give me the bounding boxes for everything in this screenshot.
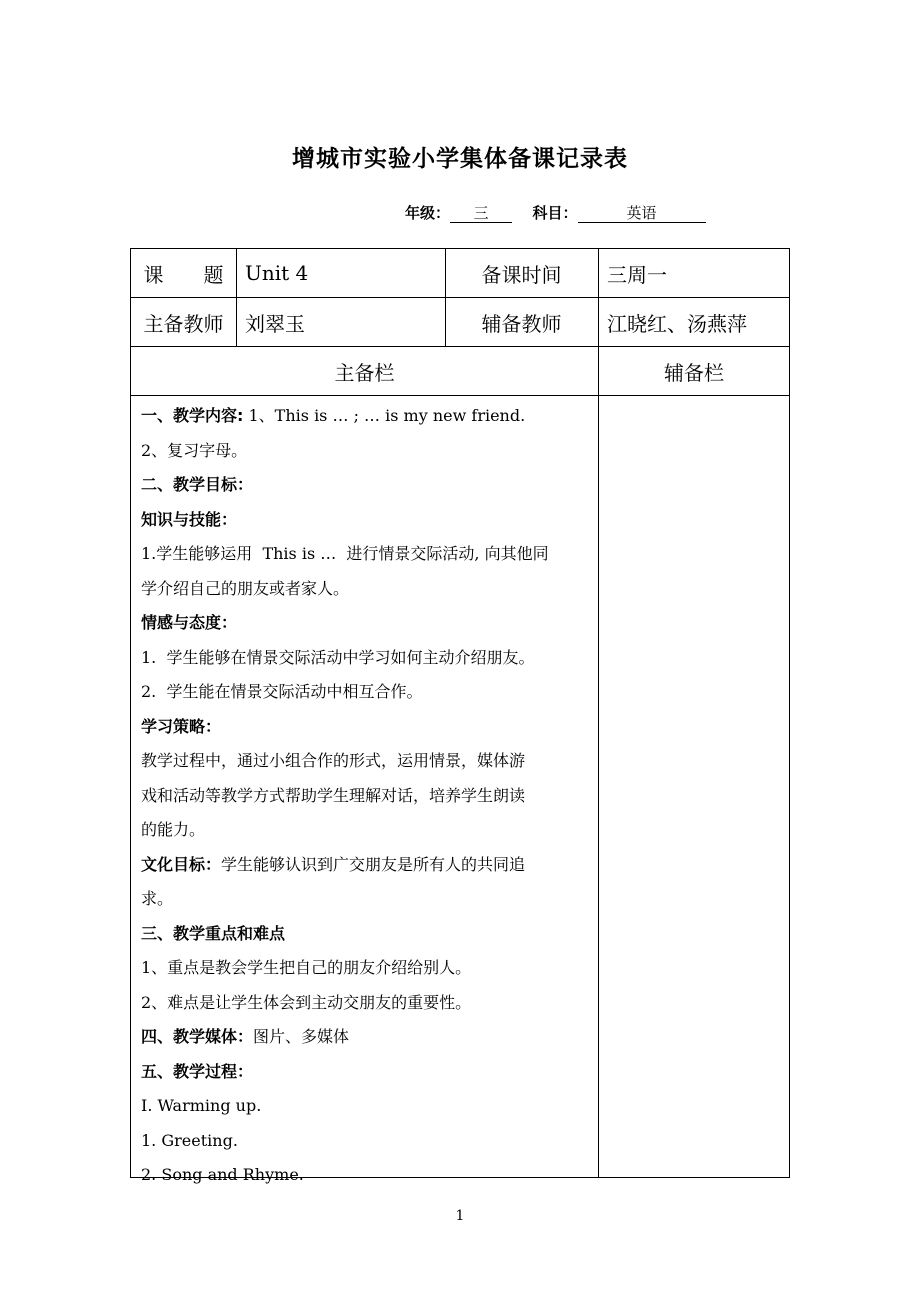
content-line bbox=[141, 572, 596, 607]
main-teacher-value: 刘翠玉 bbox=[245, 311, 305, 336]
content-text: 1. Greeting. bbox=[141, 1130, 238, 1150]
content-line bbox=[141, 813, 596, 848]
assist-teacher-label: 辅备教师 bbox=[481, 311, 562, 336]
content-line bbox=[141, 1020, 596, 1055]
lesson-plan-content bbox=[141, 399, 596, 1193]
content-line bbox=[141, 606, 596, 641]
content-line bbox=[141, 468, 596, 503]
content-text: 1.学生能够运用 This is … 进行情景交际活动, 向其他同 bbox=[141, 544, 549, 563]
subject-label: 科目： bbox=[532, 204, 578, 222]
assist-teacher-value: 江晓红、汤燕萍 bbox=[607, 311, 747, 336]
content-text: 1、This is … ; … is my new friend. bbox=[243, 406, 526, 425]
content-line bbox=[141, 1124, 596, 1159]
content-text: 2. Song and Rhyme. bbox=[141, 1165, 304, 1184]
content-text: 学介绍自己的朋友或者家人。 bbox=[141, 578, 350, 598]
content-line bbox=[141, 882, 596, 917]
content-text: 2、复习字母。 bbox=[141, 440, 248, 460]
prep-time-label: 备课时间 bbox=[481, 262, 562, 287]
content-heading: 一、教学内容: bbox=[141, 406, 244, 425]
content-text: I. Warming up. bbox=[141, 1096, 262, 1115]
col-divider bbox=[236, 249, 237, 346]
content-line bbox=[141, 434, 596, 469]
content-heading: 二、教学目标： bbox=[141, 475, 254, 494]
content-line bbox=[141, 986, 596, 1021]
grade-value: 三 bbox=[450, 204, 512, 223]
prep-time-value: 三周一 bbox=[607, 262, 667, 287]
content-line bbox=[141, 917, 596, 952]
content-line bbox=[141, 744, 596, 779]
content-text: 的能力。 bbox=[141, 820, 206, 839]
content-text: 学生能够认识到广交朋友是所有人的共同追 bbox=[221, 854, 526, 874]
content-line bbox=[141, 1158, 596, 1193]
content-line bbox=[141, 951, 596, 986]
content-text: 图片、多媒体 bbox=[253, 1027, 350, 1046]
page-number: 1 bbox=[455, 1208, 465, 1224]
content-heading: 学习策略： bbox=[141, 716, 222, 736]
content-line bbox=[141, 779, 596, 814]
assist-column-header: 辅备栏 bbox=[664, 360, 724, 385]
content-heading: 五、教学过程： bbox=[141, 1061, 254, 1081]
content-heading: 文化目标： bbox=[141, 854, 222, 874]
topic-value: Unit 4 bbox=[245, 261, 309, 285]
content-heading: 三、教学重点和难点 bbox=[141, 923, 286, 943]
content-line bbox=[141, 641, 596, 676]
grade-label: 年级： bbox=[405, 204, 451, 222]
content-line bbox=[141, 710, 596, 745]
content-heading: 情感与态度： bbox=[141, 613, 238, 632]
meta-line bbox=[405, 202, 706, 223]
content-line bbox=[141, 848, 596, 883]
topic-label: 课 题 bbox=[143, 262, 224, 287]
content-text: 戏和活动等教学方式帮助学生理解对话，培养学生朗读 bbox=[141, 785, 526, 805]
page-title: 增城市实验小学集体备课记录表 bbox=[292, 146, 628, 172]
content-line bbox=[141, 1055, 596, 1090]
subject-value: 英语 bbox=[578, 204, 706, 223]
content-text: 2. 学生能在情景交际活动中相互合作。 bbox=[141, 682, 423, 701]
main-column-header: 主备栏 bbox=[334, 360, 395, 385]
content-line bbox=[141, 399, 596, 434]
content-text: 求。 bbox=[141, 889, 174, 908]
main-teacher-label: 主备教师 bbox=[143, 311, 224, 336]
content-line bbox=[141, 503, 596, 538]
content-line bbox=[141, 537, 596, 572]
record-table bbox=[130, 248, 790, 1184]
content-text: 2、难点是让学生体会到主动交朋友的重要性。 bbox=[141, 992, 472, 1012]
content-text: 1、重点是教会学生把自己的朋友介绍给别人。 bbox=[141, 958, 472, 977]
content-line bbox=[141, 675, 596, 710]
content-line bbox=[141, 1089, 596, 1124]
content-heading: 知识与技能： bbox=[141, 509, 238, 529]
content-heading: 四、教学媒体： bbox=[141, 1027, 254, 1046]
content-text: 教学过程中，通过小组合作的形式，运用情景，媒体游 bbox=[141, 751, 526, 770]
row-divider bbox=[131, 395, 789, 396]
content-text: 1. 学生能够在情景交际活动中学习如何主动介绍朋友。 bbox=[141, 647, 535, 667]
